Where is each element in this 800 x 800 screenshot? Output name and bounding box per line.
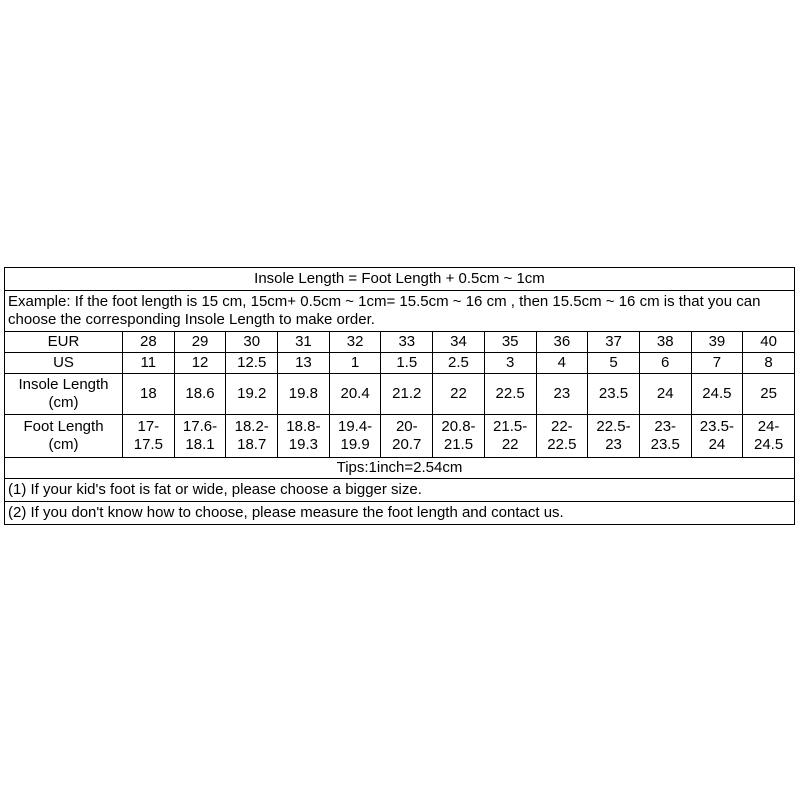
eur-size-cell: 31 xyxy=(278,332,330,353)
foot-length-cell xyxy=(433,415,485,458)
us-size-cell: 4 xyxy=(536,353,588,374)
foot-range-start: 19.4- xyxy=(337,418,373,435)
eur-size-cell: 28 xyxy=(123,332,175,353)
insole-length-cell: 23.5 xyxy=(588,374,640,415)
tips-row xyxy=(5,458,795,479)
us-size-cell: 1 xyxy=(329,353,381,374)
foot-range-start: 20- xyxy=(395,418,418,435)
eur-row xyxy=(5,332,795,353)
foot-length-cell xyxy=(381,415,433,458)
foot-range-end: 23.5 xyxy=(650,436,680,453)
us-size-cell: 12.5 xyxy=(226,353,278,374)
insole-length-cell: 18 xyxy=(123,374,175,415)
foot-range-end: 22.5 xyxy=(547,436,577,453)
foot-label-line2: (cm) xyxy=(48,436,79,453)
eur-size-cell: 36 xyxy=(536,332,588,353)
foot-range-start: 17- xyxy=(137,418,160,435)
foot-length-cell xyxy=(536,415,588,458)
foot-length-cell xyxy=(743,415,795,458)
foot-range-start: 17.6- xyxy=(182,418,218,435)
insole-length-cell: 19.8 xyxy=(278,374,330,415)
insole-label xyxy=(5,374,123,415)
title-row xyxy=(5,268,795,291)
foot-range-start: 22- xyxy=(551,418,573,435)
insole-row xyxy=(5,374,795,415)
note-row-1 xyxy=(5,479,795,502)
foot-length-cell xyxy=(639,415,691,458)
foot-range-start: 20.8- xyxy=(441,418,476,435)
eur-size-cell: 29 xyxy=(174,332,226,353)
eur-size-cell: 32 xyxy=(329,332,381,353)
us-size-cell: 2.5 xyxy=(433,353,485,374)
example-text: Example: If the foot length is 15 cm, 15cm+ 0.5cm ~ 1cm= 15.5cm ~ 16 cm , then 15.5cm ~ 16 cm is that you can choose the corresponding Insole Length to make order. xyxy=(5,291,795,332)
foot-range-end: 23 xyxy=(605,436,622,453)
us-size-cell: 6 xyxy=(639,353,691,374)
insole-length-cell: 20.4 xyxy=(329,374,381,415)
foot-length-cell xyxy=(691,415,743,458)
note-text-1: (1) If your kid's foot is fat or wide, please choose a bigger size. xyxy=(5,479,795,502)
insole-length-cell: 22.5 xyxy=(484,374,536,415)
foot-range-end: 18.7 xyxy=(237,436,267,453)
foot-range-end: 19.9 xyxy=(340,436,370,453)
foot-range-end: 18.1 xyxy=(185,436,215,453)
eur-label: EUR xyxy=(5,332,123,353)
size-chart-table xyxy=(4,267,795,525)
foot-range-end: 17.5 xyxy=(133,436,163,453)
foot-range-end: 21.5 xyxy=(443,436,474,453)
foot-length-cell xyxy=(329,415,381,458)
foot-length-cell xyxy=(588,415,640,458)
foot-length-cell xyxy=(484,415,536,458)
eur-size-cell: 34 xyxy=(433,332,485,353)
foot-range-end: 24 xyxy=(708,436,726,453)
foot-range-start: 21.5- xyxy=(493,418,528,435)
insole-length-cell: 22 xyxy=(433,374,485,415)
us-size-cell: 13 xyxy=(278,353,330,374)
foot-length-cell xyxy=(174,415,226,458)
foot-range-end: 24.5 xyxy=(754,436,784,453)
us-size-cell: 7 xyxy=(691,353,743,374)
foot-range-start: 18.2- xyxy=(234,418,269,435)
insole-length-cell: 19.2 xyxy=(226,374,278,415)
us-size-cell: 3 xyxy=(484,353,536,374)
foot-range-start: 24- xyxy=(757,418,780,435)
tips-text: Tips:1inch=2.54cm xyxy=(5,458,795,479)
foot-length-cell xyxy=(226,415,278,458)
us-size-cell: 12 xyxy=(174,353,226,374)
eur-size-cell: 40 xyxy=(743,332,795,353)
foot-label xyxy=(5,415,123,458)
foot-range-end: 19.3 xyxy=(288,436,318,453)
us-size-cell: 1.5 xyxy=(381,353,433,374)
insole-length-cell: 24.5 xyxy=(691,374,743,415)
insole-length-cell: 25 xyxy=(743,374,795,415)
insole-label-line2: (cm) xyxy=(48,394,79,411)
chart-title: Insole Length = Foot Length + 0.5cm ~ 1cm xyxy=(5,268,795,291)
us-label: US xyxy=(5,353,123,374)
eur-size-cell: 30 xyxy=(226,332,278,353)
insole-length-cell: 24 xyxy=(639,374,691,415)
note-row-2 xyxy=(5,502,795,525)
foot-range-start: 23- xyxy=(654,418,677,435)
insole-length-cell: 23 xyxy=(536,374,588,415)
foot-range-end: 22 xyxy=(501,436,519,453)
example-row xyxy=(5,291,795,332)
note-text-2: (2) If you don't know how to choose, please measure the foot length and contact us. xyxy=(5,502,795,525)
eur-size-cell: 35 xyxy=(484,332,536,353)
foot-range-end: 20.7 xyxy=(392,436,422,453)
eur-size-cell: 38 xyxy=(639,332,691,353)
us-row xyxy=(5,353,795,374)
foot-length-cell xyxy=(278,415,330,458)
foot-range-start: 18.8- xyxy=(286,418,321,435)
foot-label-line1: Foot Length xyxy=(23,418,104,435)
eur-size-cell: 37 xyxy=(588,332,640,353)
foot-range-start: 23.5- xyxy=(699,418,734,435)
insole-length-cell: 21.2 xyxy=(381,374,433,415)
eur-size-cell: 33 xyxy=(381,332,433,353)
insole-length-cell: 18.6 xyxy=(174,374,226,415)
us-size-cell: 8 xyxy=(743,353,795,374)
insole-label-line1: Insole Length xyxy=(18,376,109,393)
us-size-cell: 5 xyxy=(588,353,640,374)
foot-range-start: 22.5- xyxy=(596,418,631,435)
foot-row xyxy=(5,415,795,458)
foot-length-cell xyxy=(123,415,175,458)
eur-size-cell: 39 xyxy=(691,332,743,353)
us-size-cell: 11 xyxy=(123,353,175,374)
